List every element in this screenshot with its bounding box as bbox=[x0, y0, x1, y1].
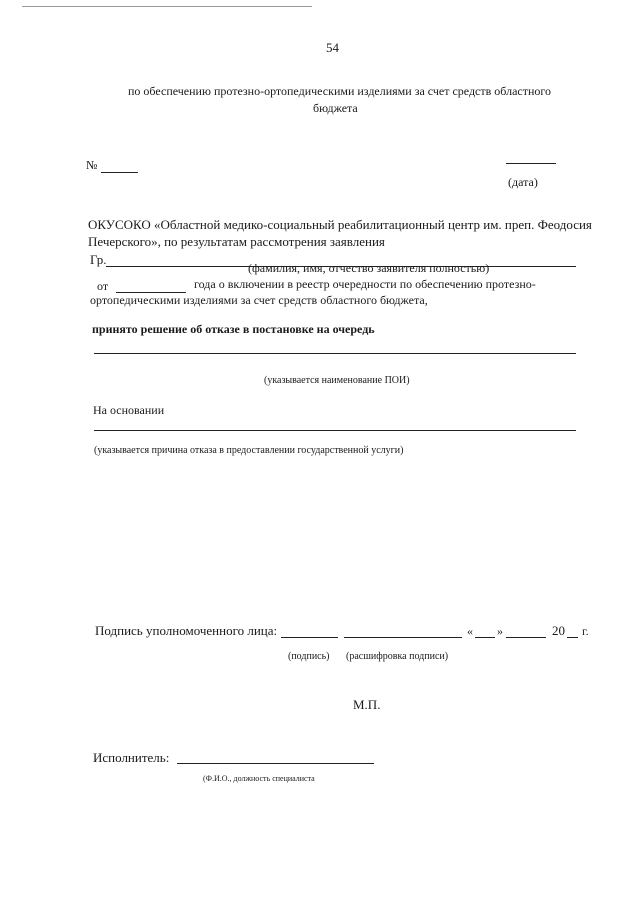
date-caption: (дата) bbox=[508, 175, 538, 189]
header-line-2: бюджета bbox=[313, 101, 358, 115]
year-suffix: г. bbox=[582, 624, 589, 638]
from-prefix: от bbox=[97, 279, 109, 293]
from-line-1: года о включении в реестр очередности по обеспечению протезно- bbox=[194, 277, 536, 291]
signature-line bbox=[281, 637, 338, 638]
executor-label: Исполнитель: bbox=[93, 750, 170, 765]
org-line-1: ОКУСОКО «Областной медико-социальный реабилитационный центр им. преп. Феодосия bbox=[88, 217, 592, 232]
signature-decode-line bbox=[344, 637, 462, 638]
date-open-quote: « bbox=[467, 624, 473, 638]
executor-line bbox=[177, 763, 374, 764]
stamp-label: М.П. bbox=[353, 697, 381, 712]
signature-label: Подпись уполномоченного лица: bbox=[95, 623, 278, 638]
header-line-1: по обеспечению протезно-ортопедическими изделиями за счет средств областного bbox=[128, 84, 552, 98]
date-day-line bbox=[475, 637, 495, 638]
from-line-2: ортопедическими изделиями за счет средств областного бюджета, bbox=[90, 293, 428, 307]
executor-caption: (Ф.И.О., должность специалиста bbox=[203, 774, 315, 783]
number-label: № bbox=[86, 158, 98, 172]
reason-caption: (указывается причина отказа в предоставлении государственной услуги) bbox=[94, 445, 404, 456]
decision-text: принято решение об отказе в постановке на очередь bbox=[92, 322, 375, 336]
basis-label: На основании bbox=[93, 403, 165, 417]
org-line-2: Печерского», по результатам рассмотрения заявления bbox=[88, 234, 385, 249]
year-prefix: 20 bbox=[552, 623, 565, 638]
basis-line bbox=[94, 430, 576, 431]
year-line bbox=[567, 637, 578, 638]
applicant-prefix: Гр. bbox=[90, 252, 107, 267]
top-border-line bbox=[22, 6, 312, 7]
date-month-line bbox=[506, 637, 546, 638]
page-number: 54 bbox=[326, 40, 339, 55]
date-field-line bbox=[506, 163, 556, 164]
number-field-line bbox=[101, 172, 138, 173]
applicant-caption: (фамилия, имя, отчество заявителя полностью) bbox=[248, 261, 490, 275]
date-close-quote: » bbox=[497, 624, 503, 638]
sign-caption: (подпись) bbox=[288, 651, 330, 662]
decode-caption: (расшифровка подписи) bbox=[346, 651, 449, 662]
poi-caption: (указывается наименование ПОИ) bbox=[264, 375, 410, 386]
poi-line bbox=[94, 353, 576, 354]
